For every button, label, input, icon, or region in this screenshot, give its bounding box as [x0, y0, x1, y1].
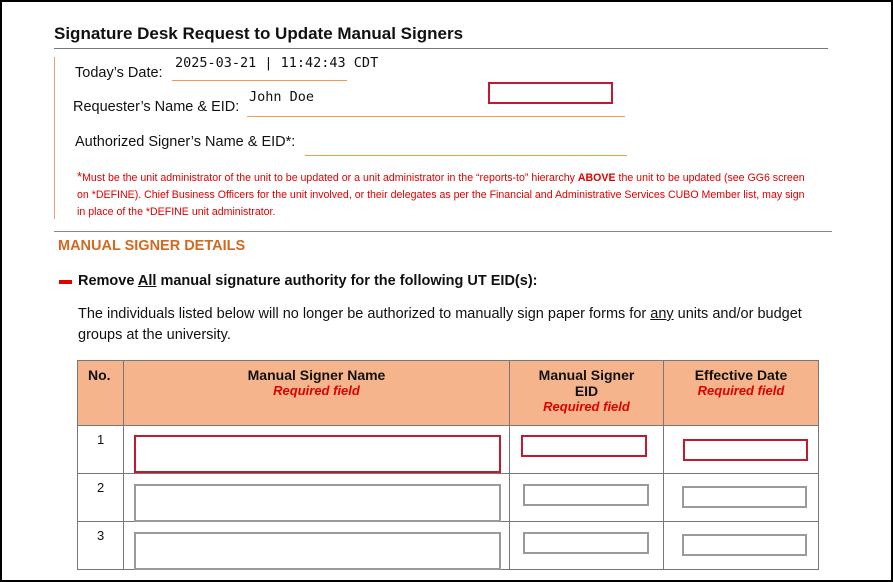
requester-underline — [247, 116, 625, 117]
remove-all: All — [137, 273, 157, 289]
column-header-date — [664, 361, 819, 426]
column-header-eid-line1: Manual Signer — [538, 367, 635, 383]
signer-eid-input[interactable] — [521, 435, 647, 457]
title-divider — [54, 48, 828, 49]
todays-date-label: Today’s Date: — [75, 65, 163, 81]
required-field-label: Required field — [273, 383, 360, 398]
table-header-row — [78, 361, 819, 426]
page-title: Signature Desk Request to Update Manual Signers — [54, 24, 464, 43]
column-header-no: No. — [78, 361, 124, 426]
date-cell — [664, 522, 819, 570]
name-cell — [124, 426, 510, 474]
column-header-eid — [510, 361, 664, 426]
row-number: 1 — [97, 432, 105, 447]
authorized-signer-label: Authorized Signer’s Name & EID*: — [75, 134, 296, 150]
column-header-name-label: Manual Signer Name — [247, 367, 386, 383]
required-field-label: Required field — [697, 383, 785, 398]
para-any: any — [650, 306, 674, 322]
effective-date-input[interactable] — [682, 534, 807, 556]
left-margin-line — [54, 57, 55, 219]
required-field-label: Required field — [543, 399, 630, 414]
row-number: 3 — [97, 528, 105, 543]
date-cell — [664, 426, 819, 474]
para-text-2: units and/or budget groups at the university. — [78, 306, 802, 343]
note-text-2: the unit to be updated (see GG6 screen on *DEFINE). Chief Business Officers for the unit involved, or their delegates as per the Financial and Administrative Services CUBO Member list, may sign in place of the *DEFINE unit administrator. — [77, 172, 805, 218]
row-number: 2 — [97, 480, 105, 495]
name-cell — [124, 522, 510, 570]
manual-signers-table — [77, 360, 819, 570]
eid-cell — [510, 426, 664, 474]
remove-heading — [78, 273, 537, 289]
signer-eid-input[interactable] — [523, 484, 649, 506]
note-text-1: Must be the unit administrator of the unit to be updated or a unit administrator in the “reports-to” hierarchy — [82, 172, 578, 184]
section-divider — [54, 231, 832, 232]
remove-suffix: manual signature authority for the following UT EID(s): — [156, 273, 538, 289]
table-row — [78, 474, 819, 522]
date-cell — [664, 474, 819, 522]
table-row — [78, 426, 819, 474]
note-bold-above: ABOVE — [577, 172, 616, 184]
section-title: MANUAL SIGNER DETAILS — [58, 238, 246, 254]
requester-label: Requester’s Name & EID: — [73, 99, 240, 115]
remove-prefix: Remove — [78, 273, 138, 289]
authorized-signer-underline — [305, 155, 627, 156]
row-number-cell — [78, 522, 124, 570]
signer-requirement-note — [77, 168, 807, 221]
para-text-1: The individuals listed below will no longer be authorized to manually sign paper forms for — [78, 306, 651, 322]
column-header-date-label: Effective Date — [694, 367, 788, 383]
requester-eid-field[interactable] — [488, 82, 613, 104]
signer-name-input[interactable] — [134, 484, 501, 522]
row-number-cell — [78, 426, 124, 474]
table-row — [78, 522, 819, 570]
row-number-cell — [78, 474, 124, 522]
todays-date-underline — [172, 80, 347, 81]
signer-eid-input[interactable] — [523, 532, 649, 554]
effective-date-input[interactable] — [683, 439, 808, 461]
column-header-eid-line2: EID — [574, 383, 599, 399]
requester-name-field[interactable]: John Doe — [249, 89, 315, 105]
effective-date-input[interactable] — [682, 486, 807, 508]
eid-cell — [510, 474, 664, 522]
minus-icon — [59, 280, 72, 284]
note-asterisk: * — [77, 169, 83, 184]
signer-name-input[interactable] — [134, 435, 501, 473]
todays-date-field[interactable]: 2025-03-21 | 11:42:43 CDT — [175, 55, 379, 71]
signer-name-input[interactable] — [134, 532, 501, 570]
name-cell — [124, 474, 510, 522]
column-header-name — [124, 361, 510, 426]
eid-cell — [510, 522, 664, 570]
instruction-paragraph — [78, 304, 808, 346]
